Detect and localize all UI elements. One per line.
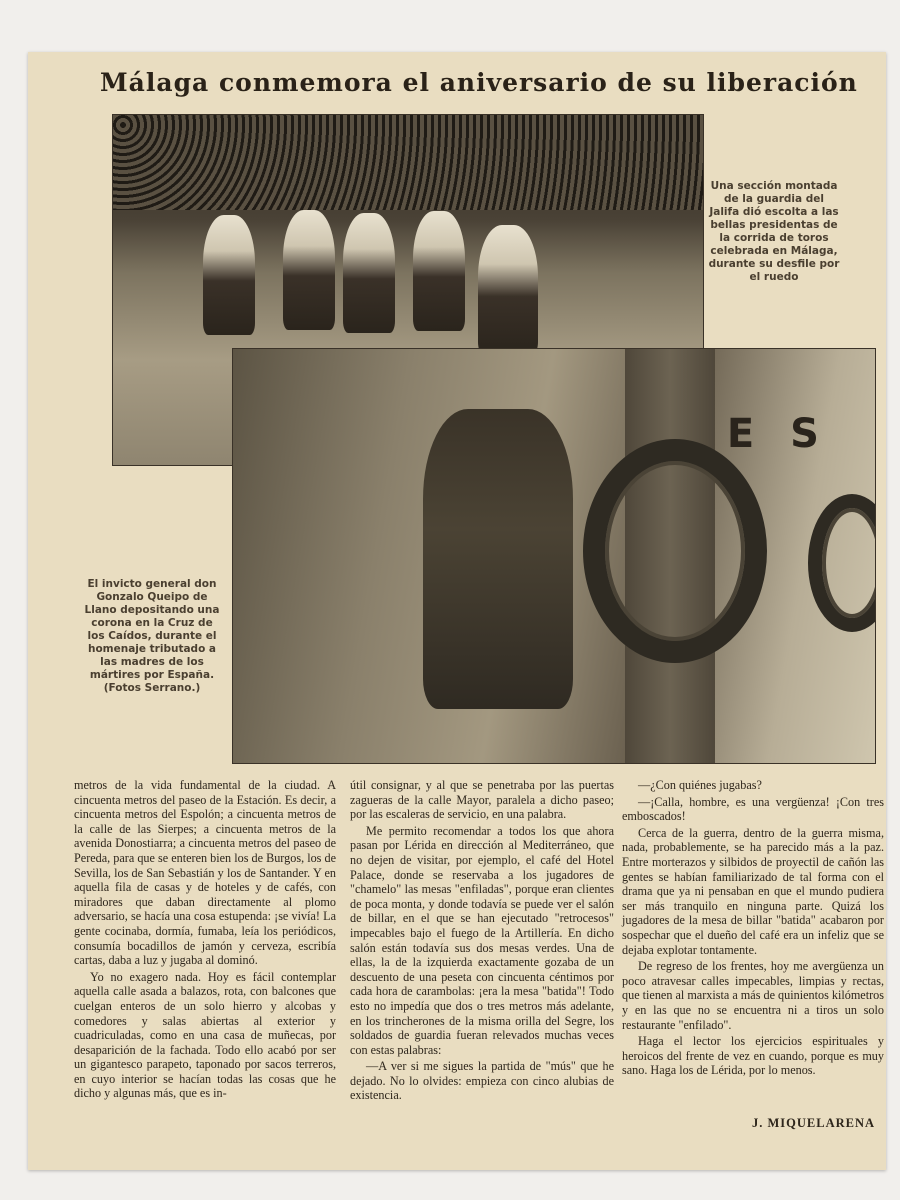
text-column-2 [350,778,614,1105]
paragraph: —A ver si me sigues la partida de "mús" que he dejado. No lo olvides: empieza con cinco alubias de existencia. [350,1059,614,1103]
author-signature: J. MIQUELARENA [752,1116,876,1130]
photo-general [423,409,573,709]
paragraph: —¿Con quiénes jugabas? [638,778,762,792]
photo-general-wreath [232,348,876,764]
caption-top-photo: Una sección montada de la guardia del Jalifa dió escolta a las bellas presidentas de la corrida de toros celebrada en Málaga, durante su desfile por el ruedo [708,180,840,283]
paragraph: De regreso de los frentes, hoy me avergüenza un poco atravesar calles impecables, limpias y rectas, que tienen al marxista a más de quinientos kilómetros y en las que no se encuentra ni a tiros un solo restaurante "enfilado". [622,959,884,1032]
article-title: Málaga conmemora el aniversario de su liberación [100,68,858,97]
paragraph: —¡Calla, hombre, es una vergüenza! ¡Con tres emboscados! [622,794,884,824]
photo-rider [203,215,255,335]
paragraph: metros de la vida fundamental de la ciudad. A cincuenta metros del paseo de la Estación. Es decir, a cincuenta metros del Espolón; a cincuenta metros de la calle de las Sierpes; a cincuenta metros de la avenida Donostiarra; a cincuenta metros del paseo de Pereda, para que se enteren bien los de Burgos, los de Sevilla, los de San Sebastián y los de Santander. Y en aquella fila de casas y de hoteles y de cafés, con miradores que daban directamente al plomo adversario, se hacía una cosa estupenda: ¡se vivía! La gente cocinaba, dormía, fumaba, leía los periódicos, consumía bocadillos de jamón y cerveza, escribía cartas, daba a luz y jugaba al dominó. [74,778,336,968]
photo-wreath [808,494,876,632]
paragraph: Cerca de la guerra, dentro de la guerra misma, nada, probablemente, se ha parecido más a la paz. Entre morterazos y silbidos de proyectil de cañón las gentes se habían familiarizado de tal forma con el drama que ya ni pensaban en que el mundo pudiera ser más tranquilo en ninguna parte. Quizá los jugadores de la mesa de billar "batida" acabaron por sospechar que el dueño del café era un infeliz que se dejaba explotar tontamente. [622,825,884,957]
caption-bottom-photo: El invicto general don Gonzalo Queipo de Llano depositando una corona en la Cruz de los Caídos, durante el homenaje tributado a las madres de los mártires por España. (Fotos Serrano.) [84,578,220,694]
photo-rider [343,213,395,333]
paragraph: Yo no exagero nada. Hoy es fácil contemplar aquella calle asada a balazos, rota, con balcones que cuelgan enteros de un solo hierro y alcobas y comedores y salas abiertas al exterior y cuadriculadas, como en una casa de muñecas, por desaparición de la fachada. Todo ello acabó por ser un gigantesco parapeto, taponado por sacos terreros, en cuyo interior se hacían todas las cosas que he dicho y algunas más, que es in- [74,969,336,1101]
photo-rider [413,211,465,331]
photo-wreath [583,439,767,663]
photo-crowd [113,115,703,210]
photo-rider [478,225,538,355]
paragraph: Me permito recomendar a todos los que ahora pasan por Lérida en dirección al Mediterráneo, que no dejen de visitar, por ejemplo, el café del Hotel Palace, donde se reservaba a los jugadores de "chamelo" las mesas "enfiladas", porque eran clientes de poca monta, y donde todavía se puede ver el salón de billar, en el que se han ejecutado "retrocesos" impecables bajo el fuego de la Artillería. En dicho salón están todavía sus dos mesas verdes. Una de ellas, la de la izquierda exactamente gozaba de un descuento de una peseta con cincuenta céntimos por cada hora de carambolas: ¡era la mesa "batida"! Todo esto no impedía que dos o tres metros más adelante, en los trincherones de la misma orilla del Segre, los soldados de guardia fueran relevados muchas veces con estas palabras: [350,823,614,1057]
paragraph: Haga el lector los ejercicios espirituales y heroicos del frente de vez en cuando, porque es muy sano. Haga los de Lérida, por lo menos. [622,1034,884,1078]
text-column-1 [74,778,336,1103]
photo-sign-letters: ES [726,411,855,457]
photo-rider [283,210,335,330]
paragraph: útil consignar, y al que se penetraba por las puertas zagueras de la calle Mayor, paralela a dicho paseo; por las escaleras de servicio, en una palabra. [350,778,614,822]
text-column-3 [622,778,884,1080]
